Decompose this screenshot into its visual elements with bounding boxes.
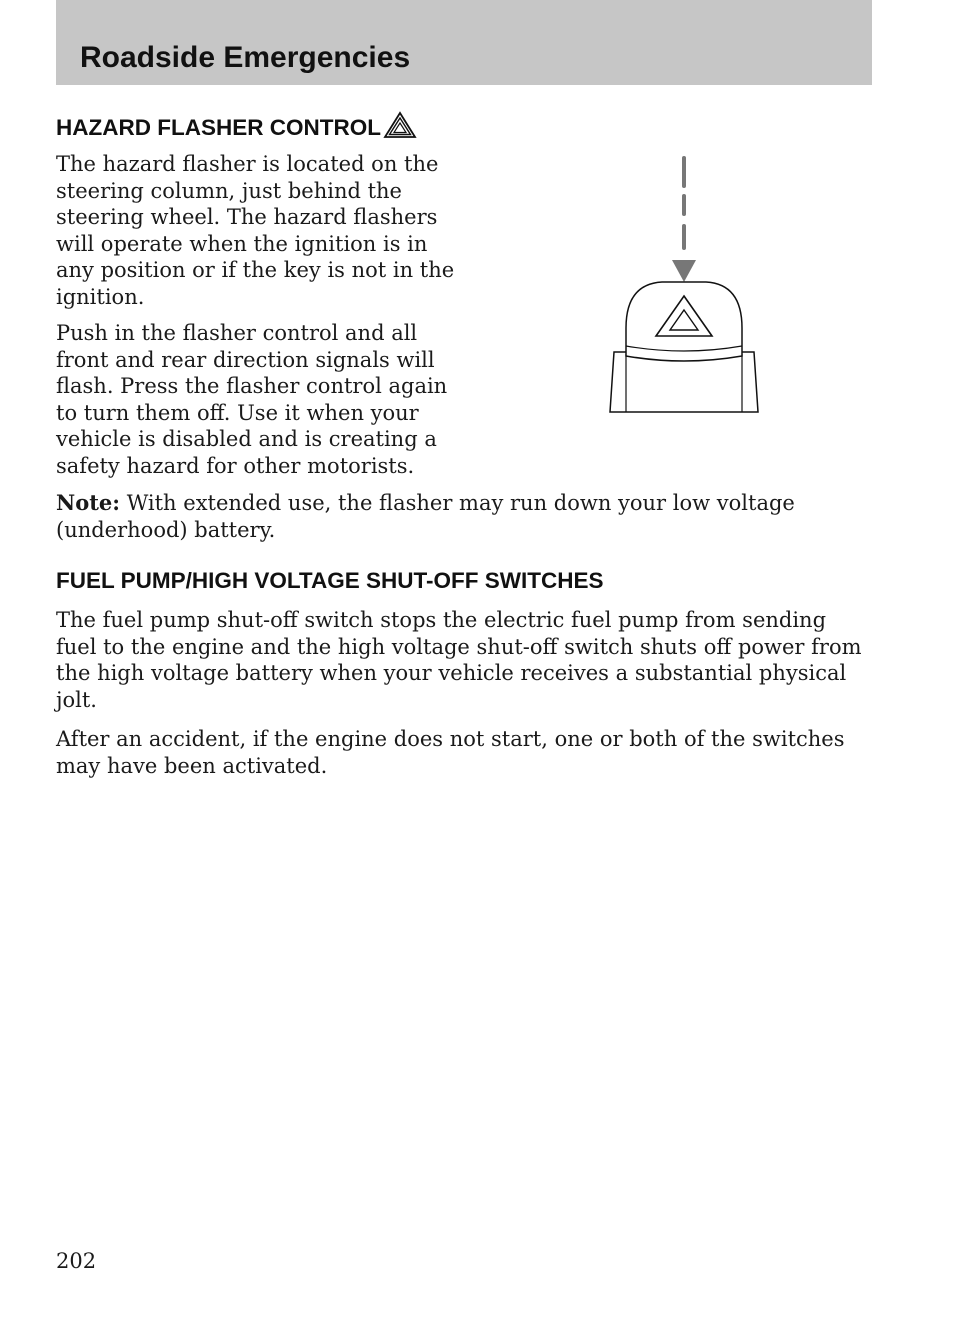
note-paragraph [56, 490, 872, 543]
hazard-flasher-illustration [600, 150, 770, 425]
note-label: Note: [56, 490, 121, 515]
dashed-down-arrow-icon [672, 158, 696, 282]
section-heading-fuel-pump: FUEL PUMP/HIGH VOLTAGE SHUT-OFF SWITCHES [56, 568, 604, 593]
hazard-paragraph-usage: Push in the flasher control and all front and rear direction signals will flash. Press the flasher control again to turn them off. Use it when your vehicle is disabled and is creating a safety hazard for other motorists. [56, 321, 448, 478]
section-heading-text: HAZARD FLASHER CONTROL [56, 115, 381, 140]
hazard-triangle-icon [383, 111, 417, 146]
fuel-pump-paragraph-accident: After an accident, if the engine does not start, one or both of the switches may have been activated. [56, 727, 845, 778]
page-number: 202 [56, 1249, 97, 1273]
section-heading-hazard-flasher [56, 111, 417, 146]
hazard-flasher-button-icon [610, 282, 758, 412]
page-title: Roadside Emergencies [80, 41, 411, 74]
hazard-paragraph-location: The hazard flasher is located on the steering column, just behind the steering wheel. The hazard flashers will operate when the ignition is in any position or if the key is not in the ignition. [56, 152, 455, 309]
note-text: With extended use, the flasher may run down your low voltage (underhood) battery. [56, 491, 795, 542]
page-header-band [56, 0, 872, 85]
fuel-pump-paragraph-description: The fuel pump shut-off switch stops the electric fuel pump from sending fuel to the engine and the high voltage shut-off switch shuts off power from the high voltage battery when your vehicle receives a substantial physical jolt. [56, 608, 862, 712]
